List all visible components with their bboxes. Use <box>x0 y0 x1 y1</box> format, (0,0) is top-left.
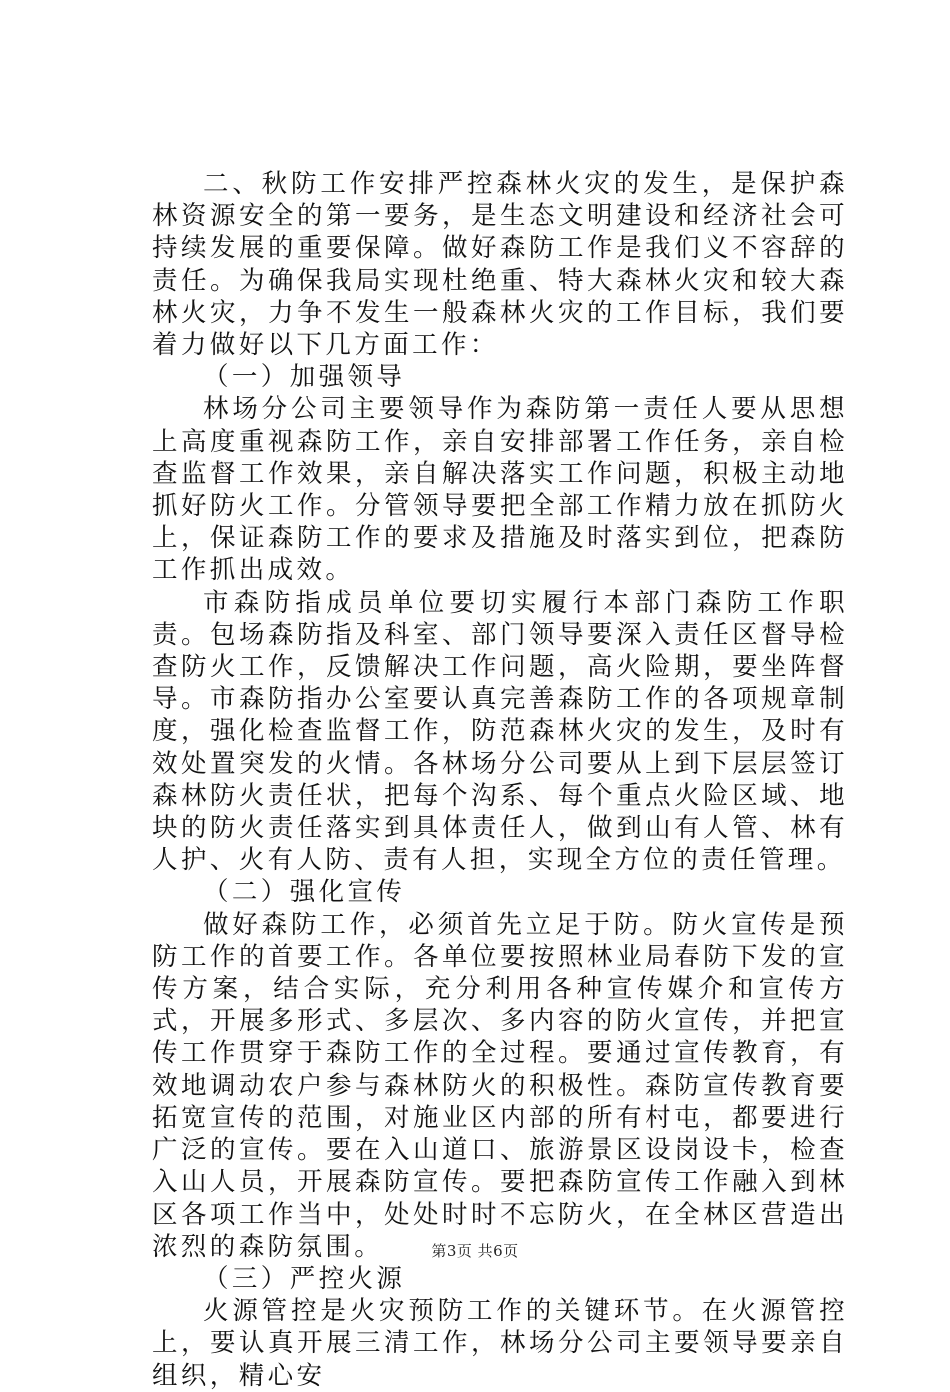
section-heading-2: （二）强化宣传 <box>203 877 406 908</box>
paragraph-leadership-1: 林场分公司主要领导作为森防第一责任人要从思想上高度重视森防工作，亲自安排部署工作任务，亲自检查监督工作效果，亲自解决落实工作问题，积极主动地抓好防火工作。分管领导要把全部工作精力放在抓防火上，保证森防工作的要求及措施及时落实到位，把森防工作抓出成效。 <box>152 394 848 586</box>
paragraph-intro: 二、秋防工作安排严控森林火灾的发生，是保护森林资源安全的第一要务，是生态文明建设和经济社会可持续发展的重要保障。做好森防工作是我们义不容辞的责任。为确保我局实现杜绝重、特大森林火灾和较大森林火灾，力争不发生一般森林火灾的工作目标，我们要着力做好以下几方面工作： <box>152 169 848 361</box>
section-heading-1: （一）加强领导 <box>203 362 406 393</box>
paragraph-fire-control: 火源管控是火灾预防工作的关键环节。在火源管控上，要认真开展三清工作，林场分公司主要领导要亲自组织，精心安 <box>152 1296 848 1391</box>
page-number: 第3页 共6页 <box>431 1242 519 1260</box>
section-heading-3: （三）严控火源 <box>203 1263 406 1294</box>
body-text <box>152 168 848 1392</box>
paragraph-publicity: 做好森防工作，必须首先立足于防。防火宣传是预防工作的首要工作。各单位要按照林业局春防下发的宣传方案，结合实际，充分利用各种宣传媒介和宣传方式，开展多形式、多层次、多内容的防火宣传，并把宣传工作贯穿于森防工作的全过程。要通过宣传教育，有效地调动农户参与森林防火的积极性。森防宣传教育要拓宽宣传的范围，对施业区内部的所有村屯，都要进行广泛的宣传。要在入山道口、旅游景区设岗设卡，检查入山人员，开展森防宣传。要把森防宣传工作融入到林区各项工作当中，处处时时不忘防火，在全林区营造出浓烈的森防氛围。 <box>152 909 848 1262</box>
page-footer <box>0 1240 950 1261</box>
paragraph-leadership-2: 市森防指成员单位要切实履行本部门森防工作职责。包场森防指及科室、部门领导要深入责任区督导检查防火工作，反馈解决工作问题，高火险期，要坐阵督导。市森防指办公室要认真完善森防工作的各项规章制度，强化检查监督工作，防范森林火灾的发生，及时有效处置突发的火情。各林场分公司要从上到下层层签订森林防火责任状，把每个沟系、每个重点火险区域、地块的防火责任落实到具体责任人，做到山有人管、林有人护、火有人防、责有人担，实现全方位的责任管理。 <box>152 587 848 876</box>
